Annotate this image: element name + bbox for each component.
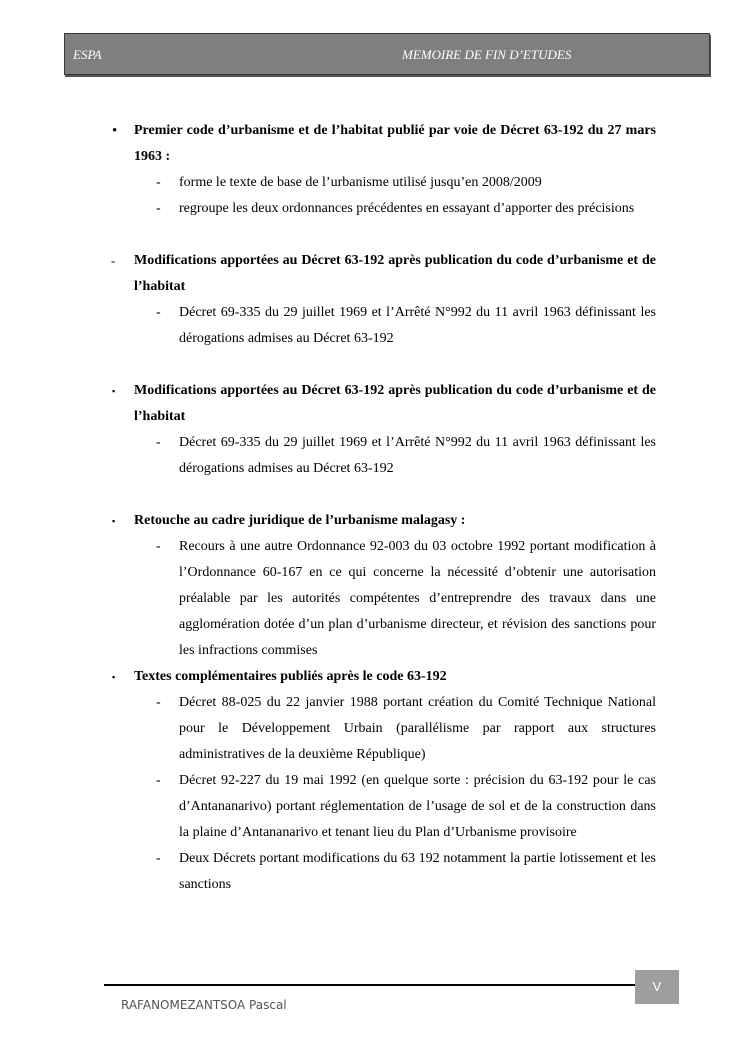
document-body (110, 118, 656, 898)
dash-marker: - (156, 201, 161, 216)
dash-marker: - (156, 695, 161, 710)
section-modifications-1 (110, 248, 656, 352)
list-item: - Décret 92-227 du 19 mai 1992 (en quelque sorte : précision du 63-192 pour le cas d’Antananarivo) portant réglementation de l’usage de sol et de la construction dans la plaine d’Antananarivo et tenant lieu du Plan d’Urbanisme provisoire (110, 768, 656, 846)
square-bullet-marker: ▪ (112, 386, 116, 396)
section-heading: • Premier code d’urbanisme et de l’habitat publié par voie de Décret 63-192 du 27 mars 1963 : (110, 118, 656, 170)
section-heading: ▪ Textes complémentaires publiés après le code 63-192 (110, 664, 656, 690)
footer-author: RAFANOMEZANTSOA Pascal (121, 998, 287, 1012)
dash-marker: - (156, 851, 161, 866)
dash-marker: - (156, 539, 161, 554)
section-heading: ▪ Retouche au cadre juridique de l’urbanisme malagasy : (110, 508, 656, 534)
list-item: - Deux Décrets portant modifications du 63 192 notamment la partie lotissement et les sanctions (110, 846, 656, 898)
section-textes-complementaires (110, 664, 656, 898)
page-number: V (635, 970, 679, 1004)
list-item: - Décret 69-335 du 29 juillet 1969 et l’Arrêté N°992 du 11 avril 1963 définissant les dérogations admises au Décret 63-192 (110, 300, 656, 352)
list-item: - regroupe les deux ordonnances précédentes en essayant d’apporter des précisions (110, 196, 656, 222)
section-heading: - Modifications apportées au Décret 63-192 après publication du code d’urbanisme et de l’habitat (110, 248, 656, 300)
dash-marker: - (156, 175, 161, 190)
section-heading: ▪ Modifications apportées au Décret 63-192 après publication du code d’urbanisme et de l’habitat (110, 378, 656, 430)
list-item: - forme le texte de base de l’urbanisme utilisé jusqu’en 2008/2009 (110, 170, 656, 196)
page-header (64, 33, 710, 75)
section-retouche (110, 508, 656, 664)
list-item: - Décret 88-025 du 22 janvier 1988 portant création du Comité Technique National pour le Développement Urbain (parallélisme par rapport aux structures administratives de la deuxième République) (110, 690, 656, 768)
dash-marker: - (156, 773, 161, 788)
square-bullet-marker: ▪ (112, 516, 116, 526)
section-premier-code (110, 118, 656, 222)
dash-marker: - (156, 435, 161, 450)
list-item: - Décret 69-335 du 29 juillet 1969 et l’Arrêté N°992 du 11 avril 1963 définissant les dérogations admises au Décret 63-192 (110, 430, 656, 482)
header-school: ESPA (73, 47, 102, 62)
dash-marker: - (156, 305, 161, 320)
square-bullet-marker: ▪ (112, 672, 116, 682)
section-modifications-2 (110, 378, 656, 482)
footer-divider (104, 984, 635, 986)
dash-marker: - (111, 253, 116, 268)
header-title: MEMOIRE DE FIN D’ETUDES (402, 47, 572, 62)
list-item: - Recours à une autre Ordonnance 92-003 du 03 octobre 1992 portant modification à l’Ordonnance 60-167 en ce qui concerne la nécessité d’obtenir une autorisation préalable par les autorités compétentes d’entreprendre des travaux dans une agglomération dotée d’un plan d’urbanisme directeur, et révision des sanctions pour les infractions commises (110, 534, 656, 664)
bullet-marker: • (112, 123, 118, 139)
